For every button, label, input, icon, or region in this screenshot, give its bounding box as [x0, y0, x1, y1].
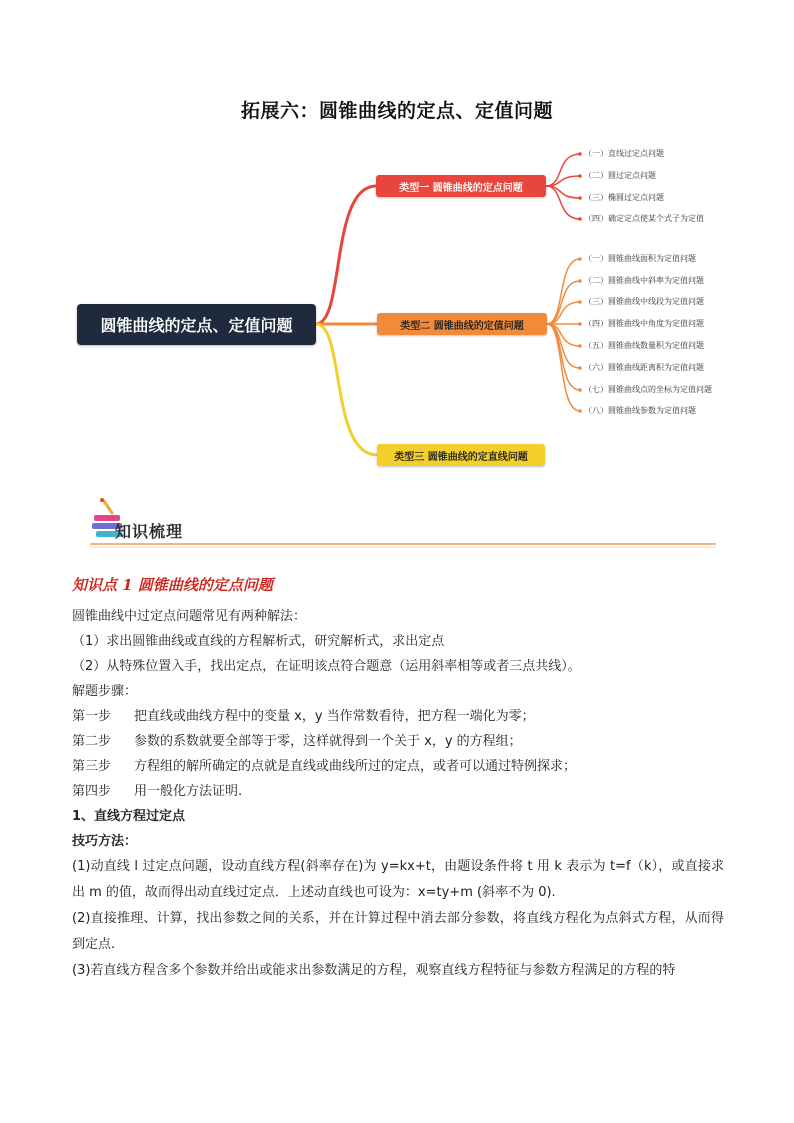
leaf-dot-2-4: [578, 322, 582, 326]
leaf-dot-2-8: [578, 409, 582, 413]
leaf-dot-2-1: [578, 257, 582, 261]
cat1-item-4: （四）确定定点使某个式子为定值: [584, 214, 704, 223]
step-row: [72, 704, 724, 729]
step-label: 第二步: [72, 734, 112, 749]
method-1: （1）求出圆锥曲线或直线的方程解析式，研究解析式，求出定点: [72, 634, 445, 649]
step-text: 把直线或曲线方程中的变量 x，y 当作常数看待，把方程一端化为零；: [134, 709, 535, 724]
cat1-item-1: （一）直线过定点问题: [584, 149, 664, 158]
step-label: 第四步: [72, 784, 112, 799]
leaf-dot-2-2: [578, 279, 582, 283]
tip-3: (3)若直线方程含多个参数并给出或能求出参数满足的方程，观察直线方程特征与参数方程满足的方程的特: [72, 963, 676, 978]
step-text: 方程组的解所确定的点就是直线或曲线所过的定点，或者可以通过特例探求；: [134, 759, 577, 774]
category-2: 类型二 圆锥曲线的定值问题: [377, 313, 547, 335]
tip-1: (1)动直线 l 过定点问题，设动直线方程(斜率存在)为 y=kx+t，由题设条件将 t 用 k 表示为 t=f（k），或直接求出 m 的值，故而得出动直线过定点．上述动直线也可设为：x=ty+m (斜率不为 0).: [72, 859, 724, 900]
step-text: 参数的系数就要全部等于零，这样就得到一个关于 x，y 的方程组；: [134, 734, 522, 749]
mindmap-root: 圆锥曲线的定点、定值问题: [77, 304, 316, 345]
leaf-dot-1-1: [578, 152, 582, 156]
leaf-dot-1-3: [578, 196, 582, 200]
step-row: [72, 779, 724, 804]
step-row: [72, 754, 724, 779]
step-text: 用一般化方法证明.: [134, 784, 243, 799]
step-label: 第一步: [72, 709, 112, 724]
knowledge-point-heading: 知识点 1 圆锥曲线的定点问题: [72, 576, 273, 594]
cat2-item-8: （八）圆锥曲线参数为定值问题: [584, 406, 696, 415]
page-title: 拓展六：圆锥曲线的定点、定值问题: [240, 100, 553, 122]
cat2-item-1: （一）圆锥曲线面积为定值问题: [584, 254, 696, 263]
subsection-title: 1、直线方程过定点: [72, 809, 186, 824]
leaf-dot-2-6: [578, 366, 582, 370]
branch-cat1: [316, 186, 376, 324]
cat2-item-4: （四）圆锥曲线中角度为定值问题: [584, 319, 704, 328]
cat2-item-3: （三）圆锥曲线中线段为定值问题: [584, 297, 704, 306]
cat2-item-2: （二）圆锥曲线中斜率为定值问题: [584, 276, 704, 285]
leaf-connector-2-3: [547, 302, 580, 324]
cat2-item-6: （六）圆锥曲线距离积为定值问题: [584, 363, 704, 372]
leaf-connector-1-1: [546, 154, 580, 186]
branch-cat3: [316, 324, 377, 455]
method-2: （2）从特殊位置入手，找出定点，在证明该点符合题意（运用斜率相等或者三点共线）。: [72, 659, 581, 674]
intro-text: 圆锥曲线中过定点问题常见有两种解法：: [72, 609, 307, 624]
cat2-item-7: （七）圆锥曲线点的坐标为定值问题: [584, 385, 712, 394]
step-label: 第三步: [72, 759, 112, 774]
leaf-connector-2-1: [547, 259, 580, 324]
category-1: 类型一 圆锥曲线的定点问题: [376, 175, 546, 197]
mindmap-connectors: [0, 0, 794, 500]
leaf-dot-1-4: [578, 217, 582, 221]
category-3: 类型三 圆锥曲线的定直线问题: [377, 444, 545, 466]
cat2-item-5: （五）圆锥曲线数量积为定值问题: [584, 341, 704, 350]
steps-title: 解题步骤：: [72, 684, 138, 699]
knowledge-banner: [90, 497, 720, 549]
cat1-item-2: （二）圆过定点问题: [584, 171, 656, 180]
leaf-dot-2-7: [578, 388, 582, 392]
leaf-connector-1-4: [546, 186, 580, 219]
tip-2: (2)直接推理、计算，找出参数之间的关系，并在计算过程中消去部分参数，将直线方程化为点斜式方程，从而得到定点.: [72, 911, 724, 952]
cat1-item-3: （三）椭圆过定点问题: [584, 193, 664, 202]
section-content: [72, 574, 724, 984]
leaf-dot-2-3: [578, 300, 582, 304]
leaf-dot-1-2: [578, 174, 582, 178]
leaf-dot-2-5: [578, 344, 582, 348]
step-row: [72, 729, 724, 754]
tips-title: 技巧方法：: [72, 834, 138, 849]
banner-title: 知识梳理: [115, 522, 184, 541]
